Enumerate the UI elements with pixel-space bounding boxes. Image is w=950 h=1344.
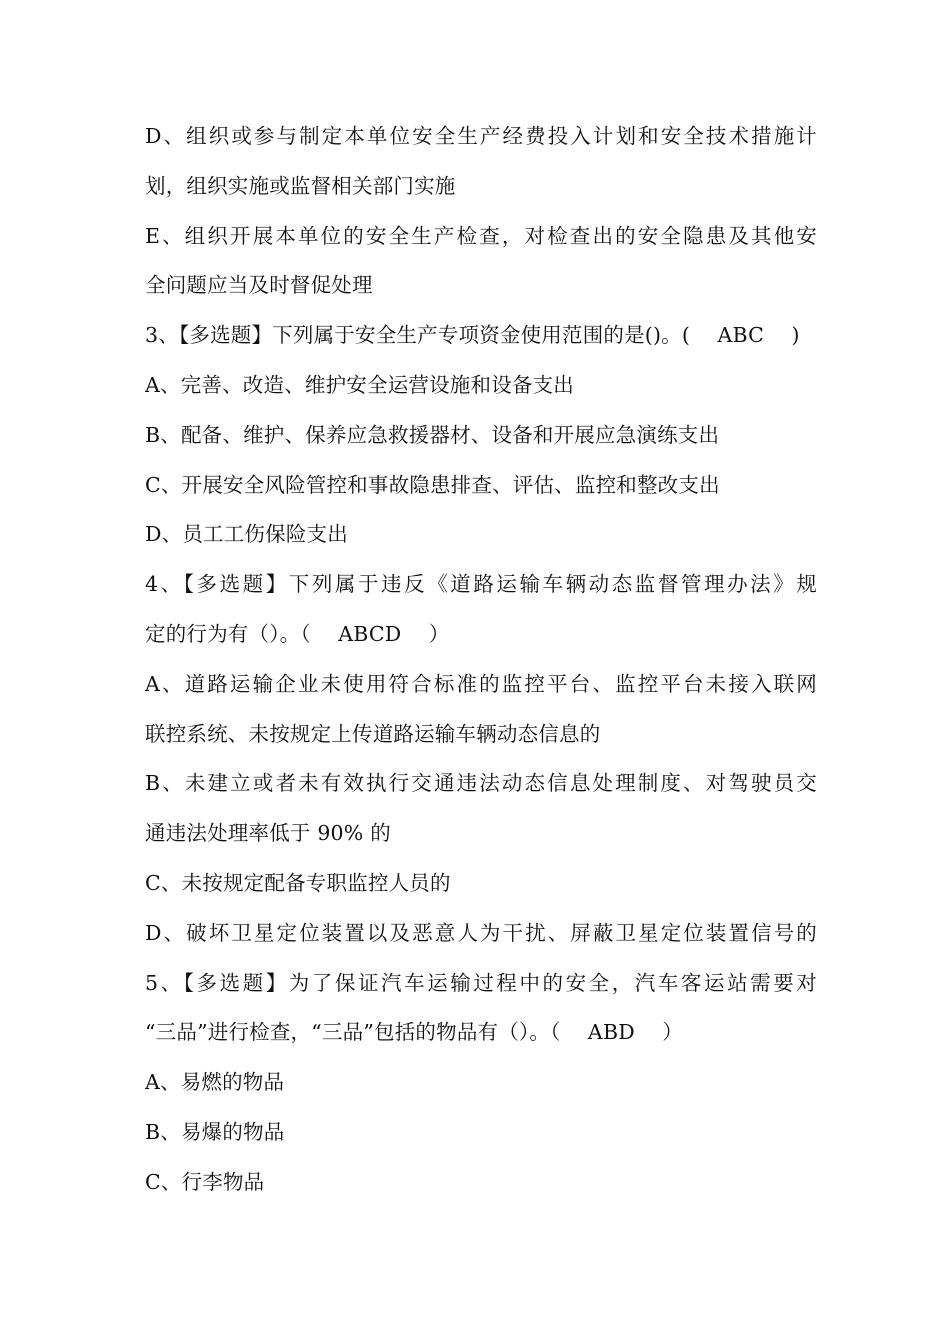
option-line: D、员工工伤保险支出 [145,522,348,547]
option-line: C、未按规定配备专职监控人员的 [145,870,451,895]
option-line: 划，组织实施或监督相关部门实施 [145,173,456,198]
option-line: 联控系统、未按规定上传道路运输车辆动态信息的 [145,721,601,746]
option-line: A、易燃的物品 [145,1070,285,1095]
question-line: 5、【多选题】为了保证汽车运输过程中的安全，汽车客运站需要对 [145,970,817,995]
option-line: B、未建立或者未有效执行交通违法动态信息处理制度、对驾驶员交 [145,771,817,796]
option-line: D、组织或参与制定本单位安全生产经费投入计划和安全技术措施计 [145,124,817,148]
option-line: B、易爆的物品 [145,1119,285,1144]
question-line: “三品”进行检查，“三品”包括的物品有（）。（ ABD ） [145,1020,683,1045]
question-line: 3、【多选题】下列属于安全生产专项资金使用范围的是()。( ABC ) [145,323,800,348]
option-line: C、行李物品 [145,1169,265,1194]
document-body [145,112,817,1208]
question-line: 4、【多选题】下列属于违反《道路运输车辆动态监督管理办法》规 [145,572,817,597]
option-line: D、破坏卫星定位装置以及恶意人为干扰、屏蔽卫星定位装置信号的 [145,920,817,945]
question-line: 定的行为有（）。（ ABCD ） [145,621,450,646]
option-line: B、配备、维护、保养应急救援器材、设备和开展应急演练支出 [145,422,720,447]
option-line: 全问题应当及时督促处理 [145,273,373,298]
option-line: E、组织开展本单位的安全生产检查，对检查出的安全隐患及其他安 [145,223,817,248]
option-line: A、道路运输企业未使用符合标准的监控平台、监控平台未接入联网 [145,671,817,696]
option-line: 通违法处理率低于 90% 的 [145,821,391,846]
option-line: C、开展安全风险管控和事故隐患排查、评估、监控和整改支出 [145,472,720,497]
option-line: A、完善、改造、维护安全运营设施和设备支出 [145,372,575,397]
